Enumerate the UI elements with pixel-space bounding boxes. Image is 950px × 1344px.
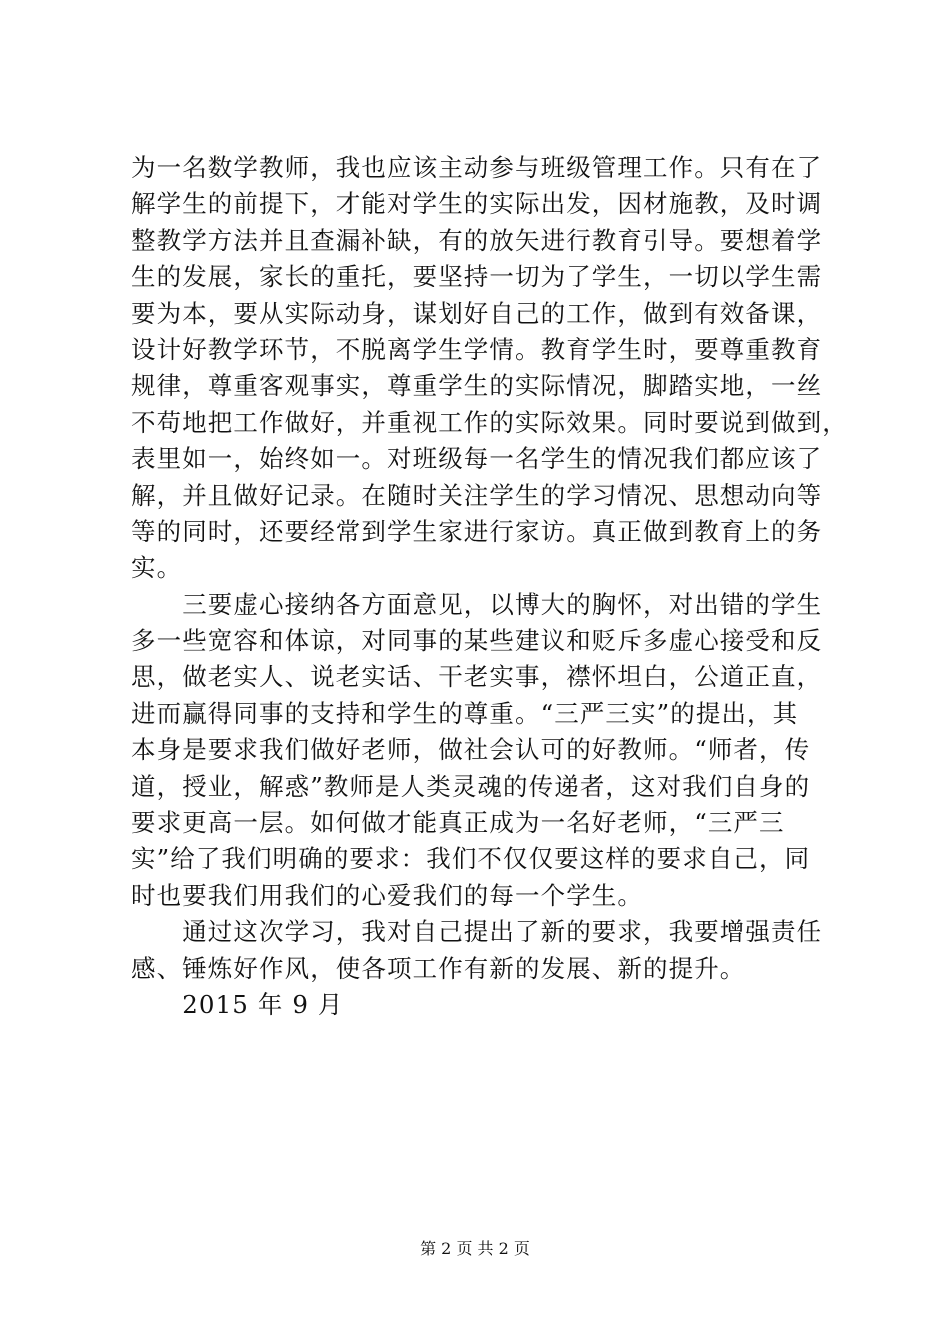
text-line: 感、锤炼好作风，使各项工作有新的发展、新的提升。 xyxy=(131,953,746,983)
text-line: 设计好教学环节，不脱离学生学情。教育学生时，要尊重教育 xyxy=(131,334,823,364)
text-line: 等的同时，还要经常到学生家进行家访。真正做到教育上的务 xyxy=(131,516,823,546)
text-line: 不苟地把工作做好，并重视工作的实际效果。同时要说到做到， xyxy=(131,407,848,437)
text-line: 整教学方法并且查漏补缺，有的放矢进行教育引导。要想着学 xyxy=(131,225,823,255)
text-line: 要求更高一层。如何做才能真正成为一名好老师，“三严三 xyxy=(131,808,785,838)
text-line: 生的发展，家长的重托，要坚持一切为了学生，一切以学生需 xyxy=(131,262,823,292)
text-line: 解学生的前提下，才能对学生的实际出发，因材施教，及时调 xyxy=(131,189,823,219)
text-line: 规律，尊重客观事实，尊重学生的实际情况，脚踏实地，一丝 xyxy=(131,371,823,401)
text-line: 三要虚心接纳各方面意见，以博大的胸怀，对出错的学生 xyxy=(131,589,823,619)
text-line: 为一名数学教师，我也应该主动参与班级管理工作。只有在了 xyxy=(131,153,823,182)
text-line: 进而赢得同事的支持和学生的尊重。“三严三实”的提出，其 xyxy=(131,698,799,728)
text-line: 多一些宽容和体谅，对同事的某些建议和贬斥多虚心接受和反 xyxy=(131,626,823,656)
text-line: 要为本，要从实际动身，谋划好自己的工作，做到有效备课， xyxy=(131,298,823,328)
text-line: 解，并且做好记录。在随时关注学生的学习情况、思想动向等 xyxy=(131,480,823,510)
text-line: 表里如一，始终如一。对班级每一名学生的情况我们都应该了 xyxy=(131,444,823,474)
text-line: 思，做老实人、说老实话、干老实事，襟怀坦白，公道正直， xyxy=(131,662,823,692)
text-line: 道，授业，解惑”教师是人类灵魂的传递者，这对我们自身的 xyxy=(131,771,811,801)
text-line: 实。 xyxy=(131,553,183,583)
body-text xyxy=(131,150,848,1023)
page-footer: 第 2 页 共 2 页 xyxy=(420,1239,530,1258)
date-line: 2015 年 9 月 xyxy=(131,989,344,1019)
text-line: 通过这次学习，我对自己提出了新的要求，我要增强责任 xyxy=(131,917,823,947)
text-line: 时也要我们用我们的心爱我们的每一个学生。 xyxy=(131,880,643,910)
text-line: 实”给了我们明确的要求：我们不仅仅要这样的要求自己，同 xyxy=(131,844,811,874)
text-line: 本身是要求我们做好老师，做社会认可的好教师。“师者，传 xyxy=(131,735,811,765)
